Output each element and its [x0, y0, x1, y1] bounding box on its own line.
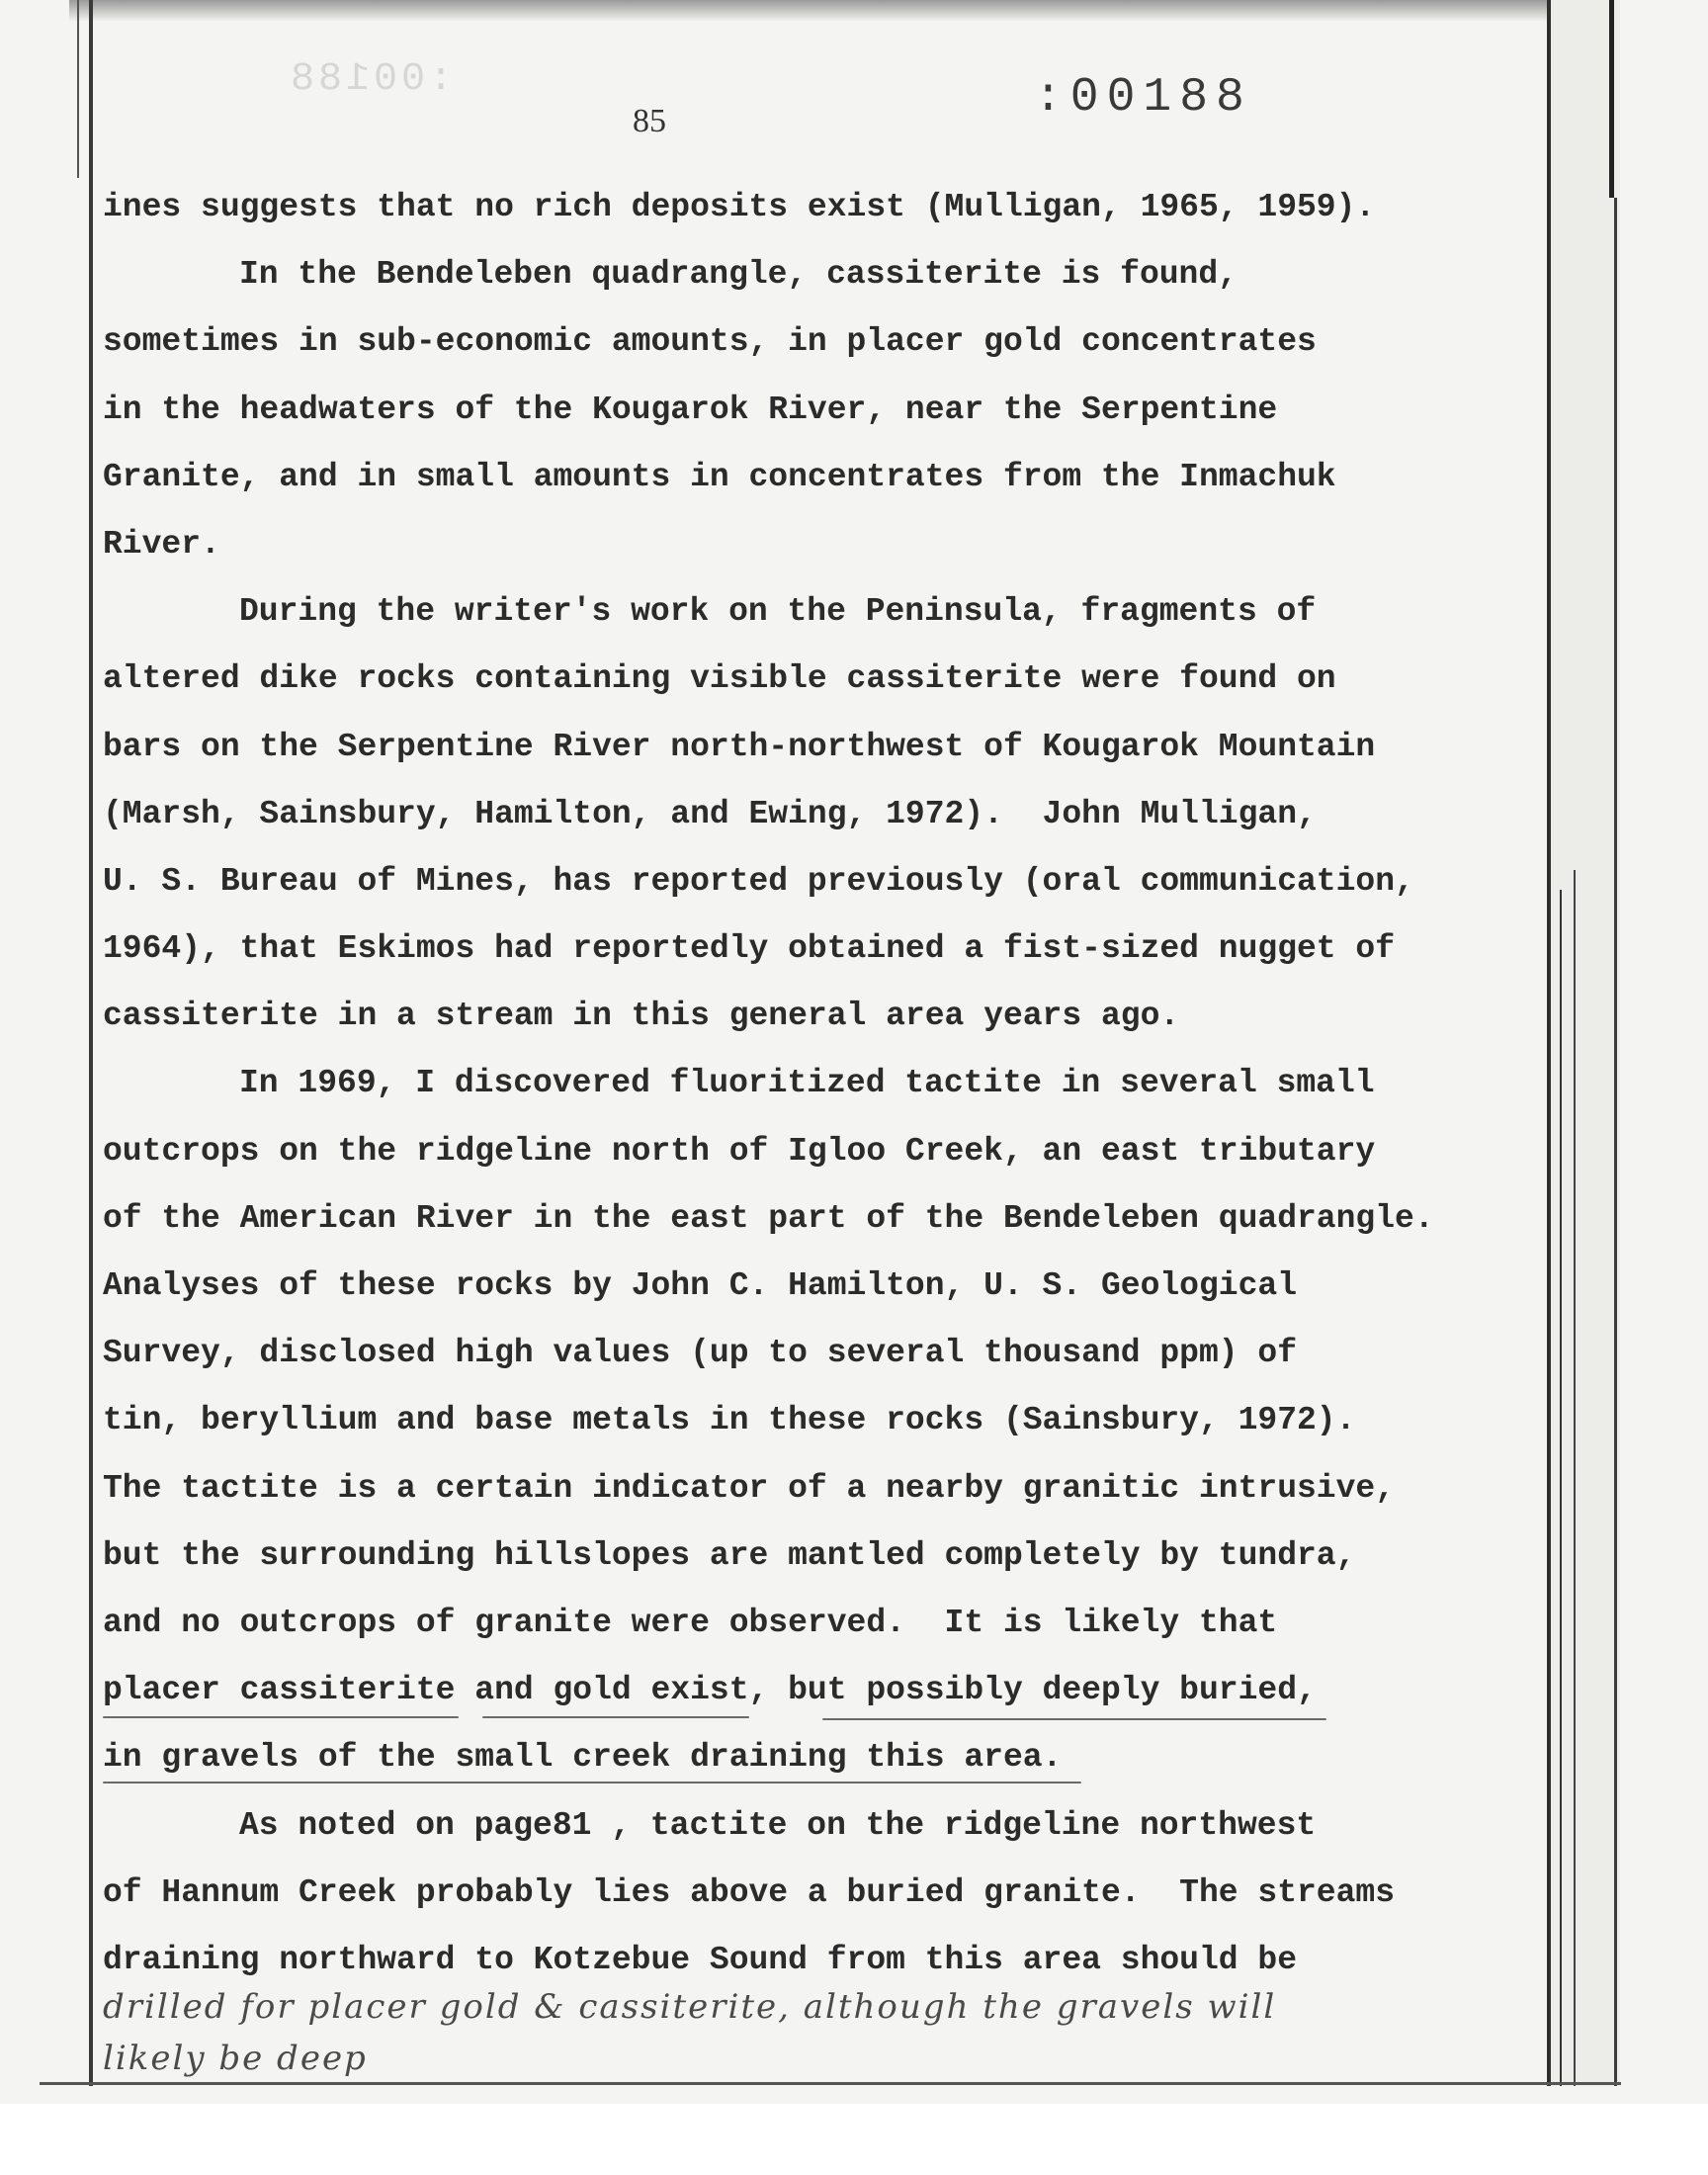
text-line: Survey, disclosed high values (up to several thousand ppm) of [103, 1335, 1297, 1372]
text-line: 1964), that Eskimos had reportedly obtained a fist-sized nugget of [103, 930, 1396, 968]
text-line: but the surrounding hillslopes are mantled completely by tundra, [103, 1536, 1356, 1574]
text-line: (Marsh, Sainsbury, Hamilton, and Ewing, 1972). John Mulligan, [103, 795, 1317, 832]
text-line: tin, beryllium and base metals in these rocks (Sainsbury, 1972). [103, 1402, 1356, 1439]
document-id-stamp: :00188 [1034, 71, 1252, 125]
text-line: In the Bendeleben quadrangle, cassiterite is found, [239, 256, 1238, 294]
page-left-edge-secondary [77, 0, 79, 178]
text-line: altered dike rocks containing visible cassiterite were found on [103, 660, 1336, 698]
scan-right-line [1574, 870, 1576, 2086]
text-line: sometimes in sub-economic amounts, in placer gold concentrates [103, 323, 1317, 361]
text-line: placer cassiterite and gold exist, but possibly deeply buried, [103, 1672, 1317, 1709]
hand-underline [103, 1782, 1081, 1784]
text-line: outcrops on the ridgeline north of Igloo Creek, an east tributary [103, 1132, 1376, 1170]
scan-right-outer-edge [1614, 198, 1617, 2086]
scan-right-line [1560, 890, 1562, 2086]
scan-right-line [1609, 0, 1614, 198]
page-bottom-edge [40, 2082, 1621, 2085]
text-line: Analyses of these rocks by John C. Hamilton, U. S. Geological [103, 1267, 1297, 1304]
text-line: U. S. Bureau of Mines, has reported previously (oral communication, [103, 862, 1414, 900]
text-line: In 1969, I discovered fluoritized tactite in several small [239, 1065, 1375, 1102]
text-line: River. [103, 525, 220, 563]
text-line: in the headwaters of the Kougarok River, near the Serpentine [103, 391, 1278, 428]
page-number: 85 [633, 103, 666, 139]
handwritten-note-line: drilled for placer gold & cassiterite, although the gravels will [103, 1987, 1277, 2027]
scan-top-shadow [69, 0, 1572, 22]
text-line: and no outcrops of granite were observed. It is likely that [103, 1604, 1278, 1641]
page-right-edge [1547, 0, 1551, 2086]
page-left-edge [89, 0, 93, 2086]
text-line: During the writer's work on the Peninsula, fragments of [239, 593, 1317, 631]
text-line: in gravels of the small creek draining this area. [103, 1739, 1063, 1777]
hand-underline [822, 1718, 1326, 1720]
text-line: of Hannum Creek probably lies above a buried granite. The streams [103, 1873, 1396, 1911]
hand-underline [482, 1716, 749, 1718]
text-line: cassiterite in a stream in this general area years ago. [103, 998, 1180, 1035]
text-line: As noted on page81 , tactite on the ridgeline northwest [239, 1806, 1317, 1844]
hand-underline [103, 1716, 459, 1718]
text-line: of the American River in the east part of the Bendeleben quadrangle. [103, 1199, 1434, 1237]
body-text [103, 174, 1487, 1994]
text-line: draining northward to Kotzebue Sound from this area should be [103, 1941, 1297, 1978]
text-line: bars on the Serpentine River north-northwest of Kougarok Mountain [103, 728, 1376, 765]
text-line: Granite, and in small amounts in concentrates from the Inmachuk [103, 458, 1336, 495]
handwritten-note-line: likely be deep [103, 2039, 368, 2078]
text-line: ines suggests that no rich deposits exist (Mulligan, 1965, 1959). [103, 189, 1376, 225]
bleed-through-number: :00188 [287, 57, 454, 102]
text-line: The tactite is a certain indicator of a nearby granitic intrusive, [103, 1469, 1396, 1507]
